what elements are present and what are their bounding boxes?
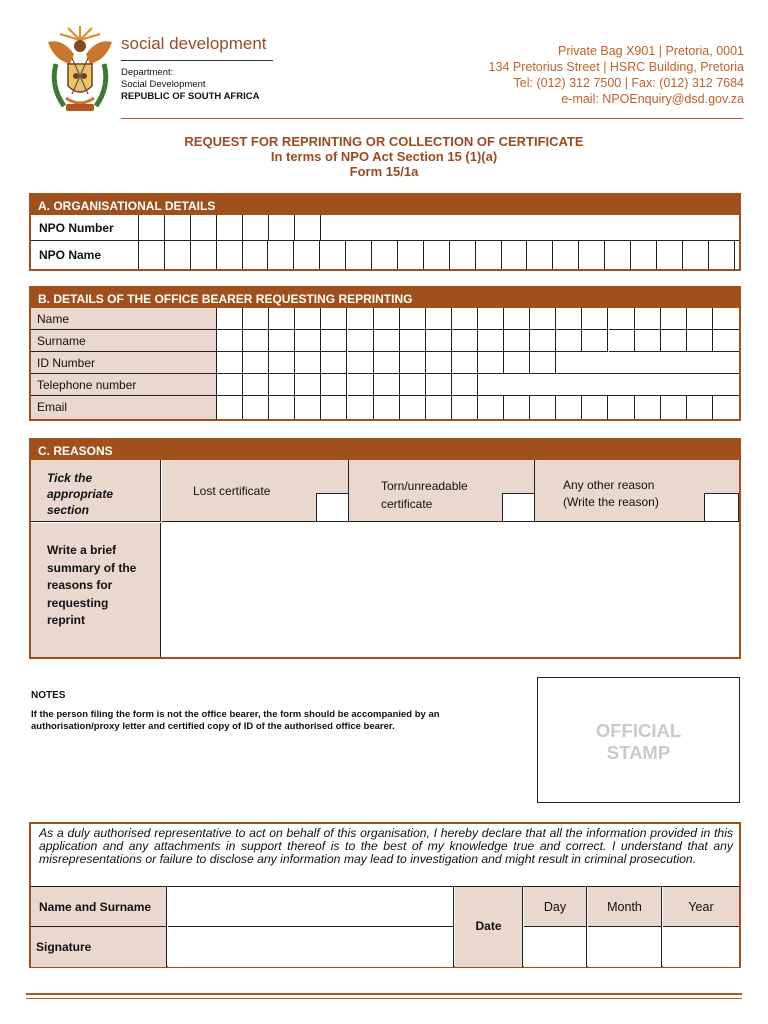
npo-number-label: NPO Number (31, 215, 139, 241)
email-box[interactable] (504, 396, 530, 419)
other-reason-checkbox[interactable] (704, 493, 739, 522)
name-box[interactable] (374, 308, 400, 330)
npo-number-box[interactable] (165, 215, 191, 241)
id-number-box[interactable] (374, 352, 400, 374)
declaration-table (31, 886, 739, 966)
telephone-box[interactable] (426, 374, 452, 396)
notes-heading: NOTES (31, 690, 66, 701)
email-box[interactable] (635, 396, 661, 419)
email-box[interactable] (713, 396, 739, 419)
surname-box[interactable] (295, 330, 321, 352)
surname-box[interactable] (321, 330, 347, 352)
email-box[interactable] (687, 396, 713, 419)
email-box[interactable] (374, 396, 400, 419)
form-subtitle: In terms of NPO Act Section 15 (1)(a) (270, 149, 498, 164)
surname-box[interactable] (556, 330, 582, 352)
name-box[interactable] (478, 308, 504, 330)
name-box[interactable] (452, 308, 478, 330)
npo-name-box[interactable] (476, 241, 502, 269)
npo-name-box[interactable] (139, 241, 165, 269)
signature-field[interactable] (168, 927, 454, 967)
footer-rule-1 (26, 993, 742, 995)
name-box[interactable] (582, 308, 608, 330)
id-number-box[interactable] (530, 352, 556, 374)
npo-name-box[interactable] (191, 241, 217, 269)
email-box[interactable] (269, 396, 295, 419)
section-c-heading: C. REASONS (31, 440, 739, 460)
official-stamp-box (537, 677, 740, 803)
surname-label: Surname (31, 330, 217, 352)
department-line-1: Department: (121, 67, 174, 78)
id-number-box[interactable] (426, 352, 452, 374)
declaration-text: As a duly authorised representative to act on behalf of this organisation, I hereby declare that all the information provided in this application and any attachments in support thereof is to the best of my knowledge true and correct. I understand that any misrepresentations or failure to disclose any information may lead to investigation and might result in criminal prosecution. (39, 826, 733, 867)
id-number-box[interactable] (321, 352, 347, 374)
date-label: Date (475, 919, 502, 933)
surname-box[interactable] (243, 330, 269, 352)
reason-summary-textarea[interactable] (162, 523, 739, 657)
option-lost-certificate (162, 460, 349, 522)
npo-number-box[interactable] (139, 215, 165, 241)
id-number-box[interactable] (295, 352, 321, 374)
address-line-1: Private Bag X901 | Pretoria, 0001 (558, 44, 744, 58)
telephone-box[interactable] (243, 374, 269, 396)
email-label: Email (37, 400, 68, 414)
lost-certificate-checkbox[interactable] (316, 493, 349, 522)
name-box[interactable] (321, 308, 347, 330)
surname-box[interactable] (426, 330, 452, 352)
email-box[interactable] (400, 396, 426, 419)
npo-name-box[interactable] (631, 241, 657, 269)
name-surname-label: Name and Surname (39, 900, 152, 914)
section-a-body (31, 215, 739, 269)
name-box[interactable] (295, 308, 321, 330)
email-box[interactable] (426, 396, 452, 419)
surname-box[interactable] (582, 330, 608, 352)
id-number-box[interactable] (217, 352, 243, 374)
id-number-box[interactable] (269, 352, 295, 374)
address-email: e-mail: NPOEnquiry@dsd.gov.za (561, 92, 744, 106)
npo-number-box[interactable] (191, 215, 217, 241)
name-box[interactable] (217, 308, 243, 330)
telephone-extra-field[interactable] (478, 374, 739, 396)
month-field[interactable] (588, 927, 662, 967)
id-number-box[interactable] (504, 352, 530, 374)
npo-name-box[interactable] (528, 241, 554, 269)
npo-name-box[interactable] (424, 241, 450, 269)
email-box[interactable] (217, 396, 243, 419)
surname-box[interactable] (478, 330, 504, 352)
name-box[interactable] (713, 308, 739, 330)
section-organisational-details (29, 193, 741, 271)
npo-name-box[interactable] (553, 241, 579, 269)
id-number-box[interactable] (348, 352, 374, 374)
email-box[interactable] (243, 396, 269, 419)
email-box[interactable] (530, 396, 556, 419)
department-line-2: Social Development (121, 79, 206, 90)
name-box[interactable] (661, 308, 687, 330)
stamp-label-line-1: OFFICIAL (595, 720, 682, 741)
option-torn-certificate (349, 460, 535, 522)
tick-label: Tick the appropriate section (47, 471, 114, 517)
brand-underline (121, 60, 273, 61)
npo-number-box[interactable] (217, 215, 243, 241)
summary-label-line-4: requesting (47, 595, 109, 610)
email-box[interactable] (556, 396, 582, 419)
npo-name-label: NPO Name (31, 241, 139, 269)
npo-name-box[interactable] (657, 241, 683, 269)
surname-box[interactable] (713, 330, 739, 352)
notes-body: If the person filing the form is not the office bearer, the form should be accompanied by an authorisation/proxy letter and certified copy of ID of the authorised office bearer. (31, 709, 440, 732)
surname-box[interactable] (374, 330, 400, 352)
surname-box[interactable] (661, 330, 687, 352)
npo-name-box[interactable] (579, 241, 605, 269)
name-box[interactable] (243, 308, 269, 330)
name-surname-field[interactable] (168, 887, 454, 927)
section-b-heading: B. DETAILS OF THE OFFICE BEARER REQUESTING REPRINTING (31, 288, 739, 308)
telephone-box[interactable] (217, 374, 243, 396)
npo-name-box[interactable] (269, 241, 295, 269)
address-phone: Tel: (012) 312 7500 | Fax: (012) 312 7684 (513, 76, 744, 90)
email-box[interactable] (478, 396, 504, 419)
option-other-reason (535, 460, 739, 522)
summary-label-cell (31, 523, 161, 657)
form-number: Form 15/1a (349, 164, 419, 179)
surname-box[interactable] (687, 330, 713, 352)
email-box[interactable] (321, 396, 347, 419)
name-box[interactable] (556, 308, 582, 330)
npo-name-box[interactable] (346, 241, 372, 269)
summary-label-line-3: reasons for (47, 578, 113, 592)
telephone-label: Telephone number (31, 374, 217, 396)
name-box[interactable] (426, 308, 452, 330)
header-rule (121, 118, 743, 119)
telephone-box[interactable] (374, 374, 400, 396)
name-label: Name (31, 308, 217, 330)
stamp-label-line-2: STAMP (606, 742, 671, 763)
tick-label-cell (31, 460, 161, 522)
telephone-box[interactable] (348, 374, 374, 396)
npo-name-box[interactable] (398, 241, 424, 269)
form-title: REQUEST FOR REPRINTING OR COLLECTION OF CERTIFICATE (184, 134, 584, 149)
surname-box[interactable] (217, 330, 243, 352)
month-label: Month (607, 900, 642, 914)
address-line-2: 134 Pretorius Street | HSRC Building, Pretoria (488, 60, 744, 74)
npo-name-box[interactable] (605, 241, 631, 269)
id-number-extra-field[interactable] (556, 352, 739, 374)
npo-name-box[interactable] (450, 241, 476, 269)
section-declaration (29, 822, 741, 968)
name-box[interactable] (348, 308, 374, 330)
npo-number-box[interactable] (243, 215, 269, 241)
npo-name-box[interactable] (372, 241, 398, 269)
brand-name: social development (121, 34, 267, 53)
telephone-box[interactable] (400, 374, 426, 396)
email-box[interactable] (661, 396, 687, 419)
name-box[interactable] (400, 308, 426, 330)
npo-number-box[interactable] (295, 215, 321, 241)
npo-name-box[interactable] (165, 241, 191, 269)
npo-name-box[interactable] (243, 241, 269, 269)
option-lost-label: Lost certificate (193, 484, 271, 498)
name-box[interactable] (504, 308, 530, 330)
day-label: Day (543, 900, 567, 914)
npo-name-box[interactable] (320, 241, 346, 269)
surname-box[interactable] (609, 330, 635, 352)
option-other-label-line-1: Any other reason (563, 478, 655, 492)
npo-name-box[interactable] (294, 241, 320, 269)
name-box[interactable] (635, 308, 661, 330)
signature-label: Signature (36, 940, 92, 954)
email-box[interactable] (295, 396, 321, 419)
name-box[interactable] (687, 308, 713, 330)
email-box[interactable] (582, 396, 608, 419)
name-box[interactable] (609, 308, 635, 330)
telephone-box[interactable] (269, 374, 295, 396)
surname-box[interactable] (400, 330, 426, 352)
npo-name-box[interactable] (683, 241, 709, 269)
surname-box[interactable] (635, 330, 661, 352)
surname-box[interactable] (348, 330, 374, 352)
section-b-body (31, 308, 739, 419)
email-box[interactable] (348, 396, 374, 419)
npo-name-box[interactable] (502, 241, 528, 269)
id-number-label: ID Number (31, 352, 217, 374)
department-line-3: REPUBLIC OF SOUTH AFRICA (121, 91, 260, 102)
id-number-box[interactable] (243, 352, 269, 374)
surname-box[interactable] (530, 330, 556, 352)
surname-box[interactable] (269, 330, 295, 352)
telephone-box[interactable] (295, 374, 321, 396)
section-office-bearer (29, 286, 741, 421)
id-number-box[interactable] (400, 352, 426, 374)
footer-rule-2 (26, 998, 742, 999)
name-box[interactable] (530, 308, 556, 330)
year-label: Year (688, 900, 714, 914)
npo-name-box[interactable] (217, 241, 243, 269)
email-box[interactable] (452, 396, 478, 419)
email-box[interactable] (609, 396, 635, 419)
npo-number-extra-field[interactable] (321, 215, 739, 241)
name-box[interactable] (269, 308, 295, 330)
surname-box[interactable] (504, 330, 530, 352)
option-torn-label-line-1: Torn/unreadable (381, 479, 468, 493)
telephone-box[interactable] (321, 374, 347, 396)
section-a-heading: A. ORGANISATIONAL DETAILS (31, 195, 739, 215)
id-number-box[interactable] (452, 352, 478, 374)
npo-name-box[interactable] (709, 241, 735, 269)
option-torn-label-line-2: certificate (381, 497, 433, 511)
telephone-box[interactable] (452, 374, 478, 396)
surname-box[interactable] (452, 330, 478, 352)
option-other-label-line-2: (Write the reason) (563, 495, 659, 509)
npo-number-box[interactable] (269, 215, 295, 241)
summary-label-line-5: reprint (47, 613, 86, 627)
year-field[interactable] (663, 927, 739, 967)
day-field[interactable] (524, 927, 587, 967)
section-reasons (29, 438, 741, 659)
summary-label-line-2: summary of the (47, 560, 137, 575)
torn-certificate-checkbox[interactable] (502, 493, 535, 522)
id-number-box[interactable] (478, 352, 504, 374)
summary-label-line-1: Write a brief (47, 543, 117, 557)
coat-of-arms-logo (42, 24, 118, 116)
